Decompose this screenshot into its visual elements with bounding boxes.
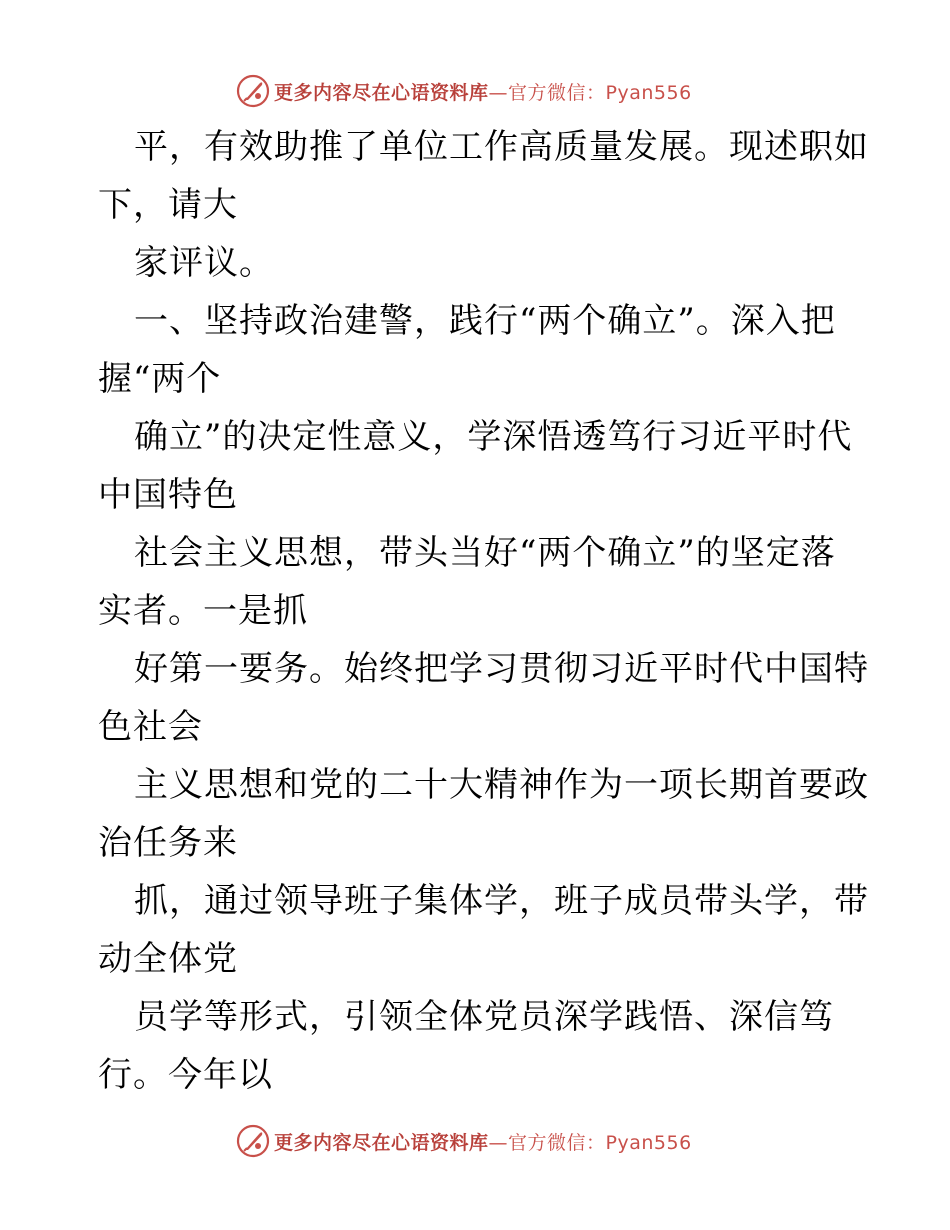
- paragraph-line: 好第一要务。始终把学习贯彻习近平时代中国特: [134, 649, 869, 689]
- paragraph-line: 主义思想和党的二十大精神作为一项长期首要政: [134, 765, 869, 805]
- banner-text: [274, 1128, 692, 1155]
- paragraph-line: 中国特色: [98, 475, 238, 515]
- banner-wechat: 官方微信：Pyan556: [508, 81, 692, 104]
- banner-dash: —: [488, 81, 509, 104]
- paragraph-line: 实者。一是抓: [98, 591, 308, 631]
- paragraph-line: 色社会: [98, 707, 203, 747]
- paragraph-line: 确立”的决定性意义，学深悟透笃行习近平时代: [134, 417, 853, 457]
- banner-wechat: 官方微信：Pyan556: [508, 1131, 692, 1154]
- paragraph-line: 下，请大: [98, 185, 238, 225]
- banner-text: [274, 78, 692, 105]
- paragraph-line: 行。今年以: [98, 1055, 273, 1095]
- banner-site-name: 更多内容尽在心语资料库: [274, 1131, 489, 1154]
- quill-pen-logo-icon: [236, 74, 270, 108]
- paragraph-line: 握“两个: [98, 359, 222, 399]
- quill-pen-logo-icon: [236, 1124, 270, 1158]
- header-banner: [0, 70, 950, 110]
- paragraph-line: 抓，通过领导班子集体学，班子成员带头学，带: [134, 881, 869, 921]
- paragraph-line: 一、坚持政治建警，践行“两个确立”。深入把: [134, 301, 836, 341]
- paragraph-line: 治任务来: [98, 823, 238, 863]
- paragraph-line: 平，有效助推了单位工作高质量发展。现述职如: [134, 127, 869, 167]
- banner-dash: —: [488, 1131, 509, 1154]
- document-body: [98, 118, 869, 1104]
- footer-banner: [0, 1120, 950, 1160]
- paragraph-line: 社会主义思想，带头当好“两个确立”的坚定落: [134, 533, 836, 573]
- paragraph-line: 动全体党: [98, 939, 238, 979]
- paragraph-line: 员学等形式，引领全体党员深学践悟、深信笃: [134, 997, 834, 1037]
- paragraph-line: 家评议。: [134, 243, 274, 283]
- banner-site-name: 更多内容尽在心语资料库: [274, 81, 489, 104]
